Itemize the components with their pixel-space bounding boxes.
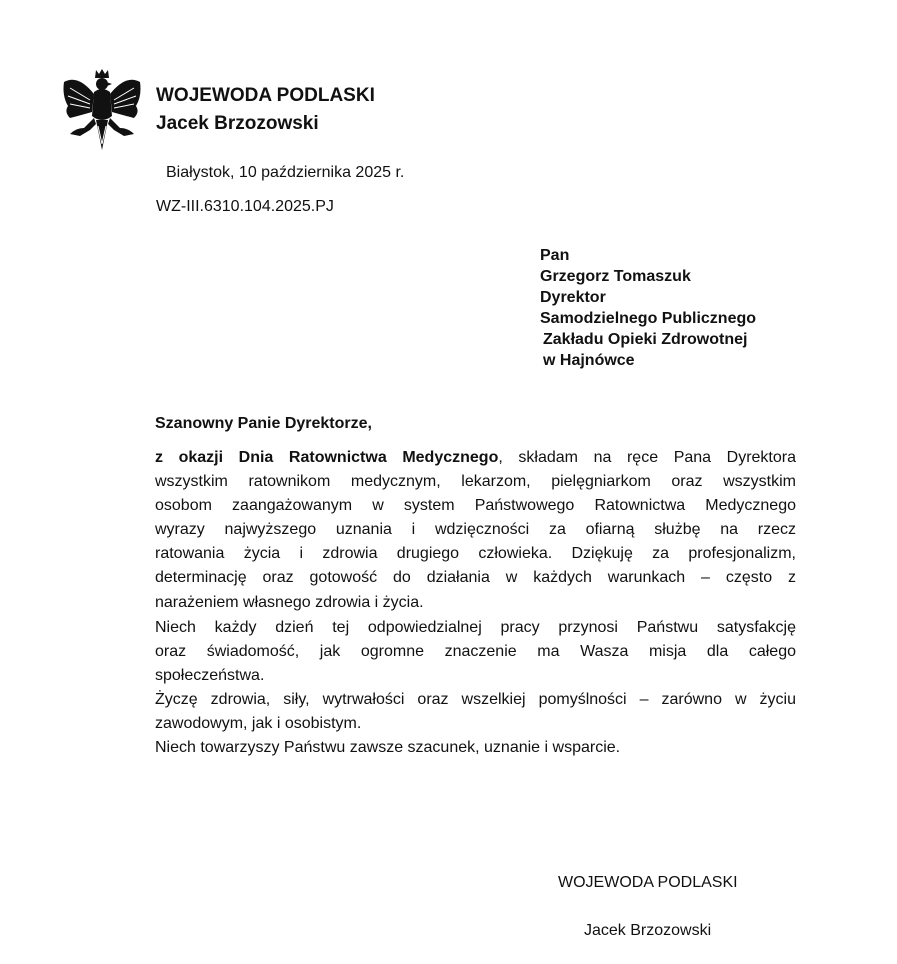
header-name: Jacek Brzozowski bbox=[156, 113, 319, 134]
body-line: Niech każdy dzień tej odpowiedzialnej pracy przynosi Państwu satysfakcję bbox=[155, 619, 796, 636]
recipient-line: Grzegorz Tomaszuk bbox=[540, 268, 691, 285]
recipient-line: Zakładu Opieki Zdrowotnej bbox=[543, 331, 748, 348]
polish-eagle-emblem-icon bbox=[60, 66, 144, 152]
body-line: ratowania życia i zdrowia drugiego człowieka. Dziękuję za profesjonalizm, bbox=[155, 545, 796, 562]
body-line: Niech towarzyszy Państwu zawsze szacunek, uznanie i wsparcie. bbox=[155, 739, 621, 756]
body-line: wyrazy najwyższego uznania i wdzięczności za ofiarną służbę na rzecz bbox=[155, 521, 796, 538]
recipient-line: Pan bbox=[540, 247, 570, 264]
body-line: determinację oraz gotowość do działania w każdych warunkach – często z bbox=[155, 569, 796, 586]
body-line: zawodowym, jak i osobistym. bbox=[155, 715, 362, 732]
signature-office: WOJEWODA PODLASKI bbox=[558, 874, 738, 891]
body-text: , składam na ręce Pana Dyrektora bbox=[498, 449, 797, 466]
body-line: oraz świadomość, jak ogromne znaczenie ma Wasza misja dla całego bbox=[155, 643, 796, 660]
reference-number: WZ-III.6310.104.2025.PJ bbox=[156, 198, 334, 215]
body-line bbox=[155, 446, 796, 470]
body-line: narażeniem własnego zdrowia i życia. bbox=[155, 594, 424, 611]
body-line: osobom zaangażowanym w system Państwowego Ratownictwa Medycznego bbox=[155, 497, 796, 514]
header-office-title: WOJEWODA PODLASKI bbox=[156, 85, 375, 106]
date-line: Białystok, 10 października 2025 r. bbox=[166, 164, 405, 181]
body-line: wszystkim ratownikom medycznym, lekarzom, pielęgniarkom oraz wszystkim bbox=[155, 473, 796, 490]
occasion-bold: z okazji Dnia Ratownictwa Medycznego bbox=[155, 449, 499, 466]
recipient-line: Samodzielnego Publicznego bbox=[540, 310, 757, 327]
recipient-line: w Hajnówce bbox=[543, 352, 635, 369]
signature-name: Jacek Brzozowski bbox=[584, 922, 712, 939]
body-line: Życzę zdrowia, siły, wytrwałości oraz wszelkiej pomyślności – zarówno w życiu bbox=[155, 691, 796, 708]
recipient-line: Dyrektor bbox=[540, 289, 606, 306]
salutation: Szanowny Panie Dyrektorze, bbox=[155, 415, 372, 432]
body-line: społeczeństwa. bbox=[155, 667, 265, 684]
